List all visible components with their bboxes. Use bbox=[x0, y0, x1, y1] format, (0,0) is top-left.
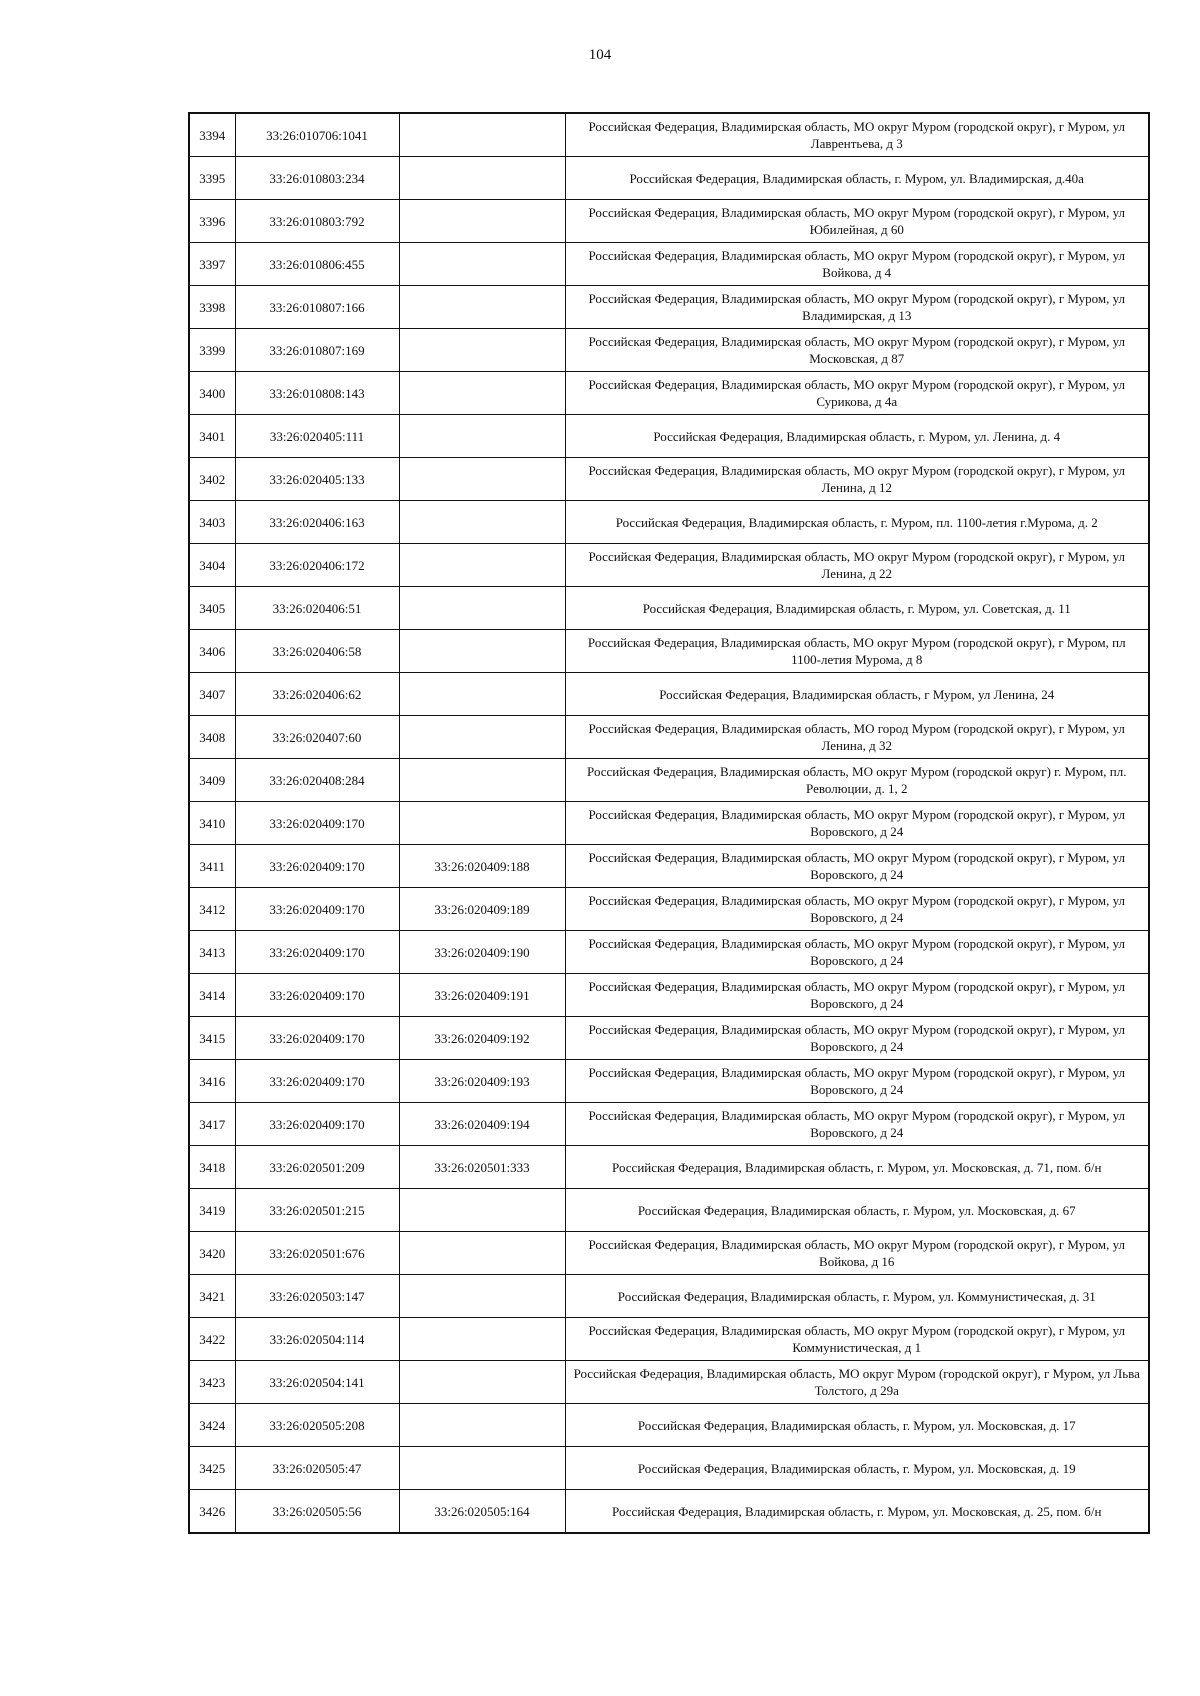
address-cell: Российская Федерация, Владимирская область, МО округ Муром (городской округ), г Муром, ул Воровского, д 24 bbox=[565, 1103, 1149, 1146]
cadastral-number-cell: 33:26:020409:170 bbox=[235, 974, 399, 1017]
registry-body bbox=[189, 113, 1149, 1533]
row-number-cell: 3418 bbox=[189, 1146, 235, 1189]
cadastral-number-cell: 33:26:010807:169 bbox=[235, 329, 399, 372]
address-cell: Российская Федерация, Владимирская область, г. Муром, ул. Владимирская, д.40а bbox=[565, 157, 1149, 200]
table-row bbox=[189, 329, 1149, 372]
address-cell: Российская Федерация, Владимирская область, г. Муром, ул. Московская, д. 71, пом. б/н bbox=[565, 1146, 1149, 1189]
table-row bbox=[189, 501, 1149, 544]
property-registry-table bbox=[188, 112, 1150, 1534]
table-row bbox=[189, 243, 1149, 286]
table-row bbox=[189, 1017, 1149, 1060]
table-row bbox=[189, 415, 1149, 458]
row-number-cell: 3422 bbox=[189, 1318, 235, 1361]
related-cadastral-number-cell bbox=[399, 759, 565, 802]
related-cadastral-number-cell: 33:26:020409:188 bbox=[399, 845, 565, 888]
table-row bbox=[189, 845, 1149, 888]
related-cadastral-number-cell bbox=[399, 200, 565, 243]
cadastral-number-cell: 33:26:020504:114 bbox=[235, 1318, 399, 1361]
address-cell: Российская Федерация, Владимирская область, МО округ Муром (городской округ), г Муром, ул Воровского, д 24 bbox=[565, 888, 1149, 931]
table-row bbox=[189, 544, 1149, 587]
address-cell: Российская Федерация, Владимирская область, МО округ Муром (городской округ), г Муром, ул Ленина, д 22 bbox=[565, 544, 1149, 587]
related-cadastral-number-cell: 33:26:020501:333 bbox=[399, 1146, 565, 1189]
related-cadastral-number-cell: 33:26:020409:192 bbox=[399, 1017, 565, 1060]
related-cadastral-number-cell bbox=[399, 802, 565, 845]
address-cell: Российская Федерация, Владимирская область, МО округ Муром (городской округ), г Муром, ул Московская, д 87 bbox=[565, 329, 1149, 372]
cadastral-number-cell: 33:26:020501:209 bbox=[235, 1146, 399, 1189]
row-number-cell: 3404 bbox=[189, 544, 235, 587]
row-number-cell: 3413 bbox=[189, 931, 235, 974]
table-row bbox=[189, 931, 1149, 974]
row-number-cell: 3426 bbox=[189, 1490, 235, 1534]
related-cadastral-number-cell bbox=[399, 1361, 565, 1404]
related-cadastral-number-cell bbox=[399, 587, 565, 630]
address-cell: Российская Федерация, Владимирская область, МО округ Муром (городской округ), г Муром, ул Воровского, д 24 bbox=[565, 802, 1149, 845]
address-cell: Российская Федерация, Владимирская область, МО округ Муром (городской округ), г Муром, ул Ленина, д 12 bbox=[565, 458, 1149, 501]
cadastral-number-cell: 33:26:020406:172 bbox=[235, 544, 399, 587]
table-row bbox=[189, 716, 1149, 759]
related-cadastral-number-cell bbox=[399, 1232, 565, 1275]
row-number-cell: 3416 bbox=[189, 1060, 235, 1103]
related-cadastral-number-cell: 33:26:020409:189 bbox=[399, 888, 565, 931]
address-cell: Российская Федерация, Владимирская область, МО город Муром (городской округ), г Муром, ул Ленина, д 32 bbox=[565, 716, 1149, 759]
table-row bbox=[189, 113, 1149, 157]
address-cell: Российская Федерация, Владимирская область, МО округ Муром (городской округ), г Муром, ул Воровского, д 24 bbox=[565, 845, 1149, 888]
address-cell: Российская Федерация, Владимирская область, г. Муром, пл. 1100-летия г.Мурома, д. 2 bbox=[565, 501, 1149, 544]
cadastral-number-cell: 33:26:020505:47 bbox=[235, 1447, 399, 1490]
address-cell: Российская Федерация, Владимирская область, г. Муром, ул. Коммунистическая, д. 31 bbox=[565, 1275, 1149, 1318]
address-cell: Российская Федерация, Владимирская область, МО округ Муром (городской округ), г Муром, ул Воровского, д 24 bbox=[565, 931, 1149, 974]
address-cell: Российская Федерация, Владимирская область, г. Муром, ул. Советская, д. 11 bbox=[565, 587, 1149, 630]
table-row bbox=[189, 1447, 1149, 1490]
table-row bbox=[189, 458, 1149, 501]
related-cadastral-number-cell bbox=[399, 329, 565, 372]
row-number-cell: 3399 bbox=[189, 329, 235, 372]
row-number-cell: 3398 bbox=[189, 286, 235, 329]
cadastral-number-cell: 33:26:020501:676 bbox=[235, 1232, 399, 1275]
related-cadastral-number-cell: 33:26:020409:191 bbox=[399, 974, 565, 1017]
related-cadastral-number-cell bbox=[399, 458, 565, 501]
related-cadastral-number-cell bbox=[399, 501, 565, 544]
related-cadastral-number-cell bbox=[399, 544, 565, 587]
address-cell: Российская Федерация, Владимирская область, г Муром, ул Ленина, 24 bbox=[565, 673, 1149, 716]
row-number-cell: 3423 bbox=[189, 1361, 235, 1404]
table-row bbox=[189, 759, 1149, 802]
cadastral-number-cell: 33:26:020409:170 bbox=[235, 845, 399, 888]
related-cadastral-number-cell bbox=[399, 243, 565, 286]
table-row bbox=[189, 587, 1149, 630]
row-number-cell: 3415 bbox=[189, 1017, 235, 1060]
table-row bbox=[189, 888, 1149, 931]
related-cadastral-number-cell bbox=[399, 157, 565, 200]
table-row bbox=[189, 1404, 1149, 1447]
cadastral-number-cell: 33:26:020405:133 bbox=[235, 458, 399, 501]
related-cadastral-number-cell: 33:26:020409:193 bbox=[399, 1060, 565, 1103]
row-number-cell: 3424 bbox=[189, 1404, 235, 1447]
cadastral-number-cell: 33:26:010803:234 bbox=[235, 157, 399, 200]
related-cadastral-number-cell bbox=[399, 286, 565, 329]
row-number-cell: 3425 bbox=[189, 1447, 235, 1490]
cadastral-number-cell: 33:26:020406:62 bbox=[235, 673, 399, 716]
cadastral-number-cell: 33:26:020505:208 bbox=[235, 1404, 399, 1447]
address-cell: Российская Федерация, Владимирская область, МО округ Муром (городской округ), г Муром, ул Сурикова, д 4а bbox=[565, 372, 1149, 415]
address-cell: Российская Федерация, Владимирская область, г. Муром, ул. Московская, д. 25, пом. б/н bbox=[565, 1490, 1149, 1534]
row-number-cell: 3395 bbox=[189, 157, 235, 200]
address-cell: Российская Федерация, Владимирская область, МО округ Муром (городской округ), г Муром, ул Воровского, д 24 bbox=[565, 974, 1149, 1017]
cadastral-number-cell: 33:26:020504:141 bbox=[235, 1361, 399, 1404]
related-cadastral-number-cell: 33:26:020505:164 bbox=[399, 1490, 565, 1534]
table-row bbox=[189, 286, 1149, 329]
related-cadastral-number-cell bbox=[399, 113, 565, 157]
related-cadastral-number-cell bbox=[399, 630, 565, 673]
cadastral-number-cell: 33:26:020407:60 bbox=[235, 716, 399, 759]
table-row bbox=[189, 1060, 1149, 1103]
related-cadastral-number-cell bbox=[399, 1404, 565, 1447]
row-number-cell: 3417 bbox=[189, 1103, 235, 1146]
cadastral-number-cell: 33:26:020505:56 bbox=[235, 1490, 399, 1534]
table-row bbox=[189, 1103, 1149, 1146]
row-number-cell: 3412 bbox=[189, 888, 235, 931]
cadastral-number-cell: 33:26:020409:170 bbox=[235, 888, 399, 931]
row-number-cell: 3420 bbox=[189, 1232, 235, 1275]
related-cadastral-number-cell bbox=[399, 673, 565, 716]
row-number-cell: 3409 bbox=[189, 759, 235, 802]
table-row bbox=[189, 974, 1149, 1017]
cadastral-number-cell: 33:26:010706:1041 bbox=[235, 113, 399, 157]
row-number-cell: 3407 bbox=[189, 673, 235, 716]
cadastral-number-cell: 33:26:010806:455 bbox=[235, 243, 399, 286]
table-row bbox=[189, 1275, 1149, 1318]
related-cadastral-number-cell bbox=[399, 415, 565, 458]
address-cell: Российская Федерация, Владимирская область, МО округ Муром (городской округ), г Муром, ул Войкова, д 4 bbox=[565, 243, 1149, 286]
row-number-cell: 3405 bbox=[189, 587, 235, 630]
address-cell: Российская Федерация, Владимирская область, МО округ Муром (городской округ), г Муром, пл 1100-летия Мурома, д 8 bbox=[565, 630, 1149, 673]
row-number-cell: 3397 bbox=[189, 243, 235, 286]
table-row bbox=[189, 630, 1149, 673]
address-cell: Российская Федерация, Владимирская область, МО округ Муром (городской округ), г Муром, ул Коммунистическая, д 1 bbox=[565, 1318, 1149, 1361]
related-cadastral-number-cell bbox=[399, 1447, 565, 1490]
cadastral-number-cell: 33:26:010808:143 bbox=[235, 372, 399, 415]
address-cell: Российская Федерация, Владимирская область, г. Муром, ул. Московская, д. 67 bbox=[565, 1189, 1149, 1232]
address-cell: Российская Федерация, Владимирская область, МО округ Муром (городской округ), г Муром, ул Юбилейная, д 60 bbox=[565, 200, 1149, 243]
related-cadastral-number-cell bbox=[399, 1189, 565, 1232]
cadastral-number-cell: 33:26:020409:170 bbox=[235, 1017, 399, 1060]
table-row bbox=[189, 1361, 1149, 1404]
address-cell: Российская Федерация, Владимирская область, МО округ Муром (городской округ), г Муром, ул Воровского, д 24 bbox=[565, 1017, 1149, 1060]
row-number-cell: 3421 bbox=[189, 1275, 235, 1318]
row-number-cell: 3406 bbox=[189, 630, 235, 673]
address-cell: Российская Федерация, Владимирская область, г. Муром, ул. Московская, д. 19 bbox=[565, 1447, 1149, 1490]
table-row bbox=[189, 1146, 1149, 1189]
cadastral-number-cell: 33:26:010807:166 bbox=[235, 286, 399, 329]
page-number: 104 bbox=[588, 47, 612, 63]
address-cell: Российская Федерация, Владимирская область, МО округ Муром (городской округ), г Муром, ул Владимирская, д 13 bbox=[565, 286, 1149, 329]
related-cadastral-number-cell bbox=[399, 372, 565, 415]
cadastral-number-cell: 33:26:020501:215 bbox=[235, 1189, 399, 1232]
related-cadastral-number-cell: 33:26:020409:194 bbox=[399, 1103, 565, 1146]
cadastral-number-cell: 33:26:020409:170 bbox=[235, 1060, 399, 1103]
cadastral-number-cell: 33:26:020409:170 bbox=[235, 931, 399, 974]
table-row bbox=[189, 1490, 1149, 1534]
row-number-cell: 3400 bbox=[189, 372, 235, 415]
table-row bbox=[189, 1232, 1149, 1275]
related-cadastral-number-cell bbox=[399, 1275, 565, 1318]
table-row bbox=[189, 802, 1149, 845]
row-number-cell: 3419 bbox=[189, 1189, 235, 1232]
cadastral-number-cell: 33:26:020406:51 bbox=[235, 587, 399, 630]
related-cadastral-number-cell bbox=[399, 1318, 565, 1361]
address-cell: Российская Федерация, Владимирская область, г. Муром, ул. Ленина, д. 4 bbox=[565, 415, 1149, 458]
related-cadastral-number-cell bbox=[399, 716, 565, 759]
row-number-cell: 3410 bbox=[189, 802, 235, 845]
cadastral-number-cell: 33:26:020409:170 bbox=[235, 1103, 399, 1146]
row-number-cell: 3394 bbox=[189, 113, 235, 157]
cadastral-number-cell: 33:26:020405:111 bbox=[235, 415, 399, 458]
table-row bbox=[189, 200, 1149, 243]
address-cell: Российская Федерация, Владимирская область, МО округ Муром (городской округ), г Муром, ул Воровского, д 24 bbox=[565, 1060, 1149, 1103]
cadastral-number-cell: 33:26:020408:284 bbox=[235, 759, 399, 802]
table-row bbox=[189, 673, 1149, 716]
address-cell: Российская Федерация, Владимирская область, МО округ Муром (городской округ), г Муром, ул Войкова, д 16 bbox=[565, 1232, 1149, 1275]
address-cell: Российская Федерация, Владимирская область, МО округ Муром (городской округ), г Муром, ул Льва Толстого, д 29а bbox=[565, 1361, 1149, 1404]
row-number-cell: 3411 bbox=[189, 845, 235, 888]
address-cell: Российская Федерация, Владимирская область, МО округ Муром (городской округ), г Муром, ул Лаврентьева, д 3 bbox=[565, 113, 1149, 157]
row-number-cell: 3396 bbox=[189, 200, 235, 243]
table-row bbox=[189, 157, 1149, 200]
row-number-cell: 3414 bbox=[189, 974, 235, 1017]
address-cell: Российская Федерация, Владимирская область, МО округ Муром (городской округ) г. Муром, пл. Революции, д. 1, 2 bbox=[565, 759, 1149, 802]
row-number-cell: 3402 bbox=[189, 458, 235, 501]
related-cadastral-number-cell: 33:26:020409:190 bbox=[399, 931, 565, 974]
row-number-cell: 3401 bbox=[189, 415, 235, 458]
cadastral-number-cell: 33:26:020503:147 bbox=[235, 1275, 399, 1318]
cadastral-number-cell: 33:26:020406:58 bbox=[235, 630, 399, 673]
address-cell: Российская Федерация, Владимирская область, г. Муром, ул. Московская, д. 17 bbox=[565, 1404, 1149, 1447]
table-row bbox=[189, 1318, 1149, 1361]
row-number-cell: 3408 bbox=[189, 716, 235, 759]
table-row bbox=[189, 1189, 1149, 1232]
cadastral-number-cell: 33:26:010803:792 bbox=[235, 200, 399, 243]
table-row bbox=[189, 372, 1149, 415]
cadastral-number-cell: 33:26:020409:170 bbox=[235, 802, 399, 845]
cadastral-number-cell: 33:26:020406:163 bbox=[235, 501, 399, 544]
row-number-cell: 3403 bbox=[189, 501, 235, 544]
